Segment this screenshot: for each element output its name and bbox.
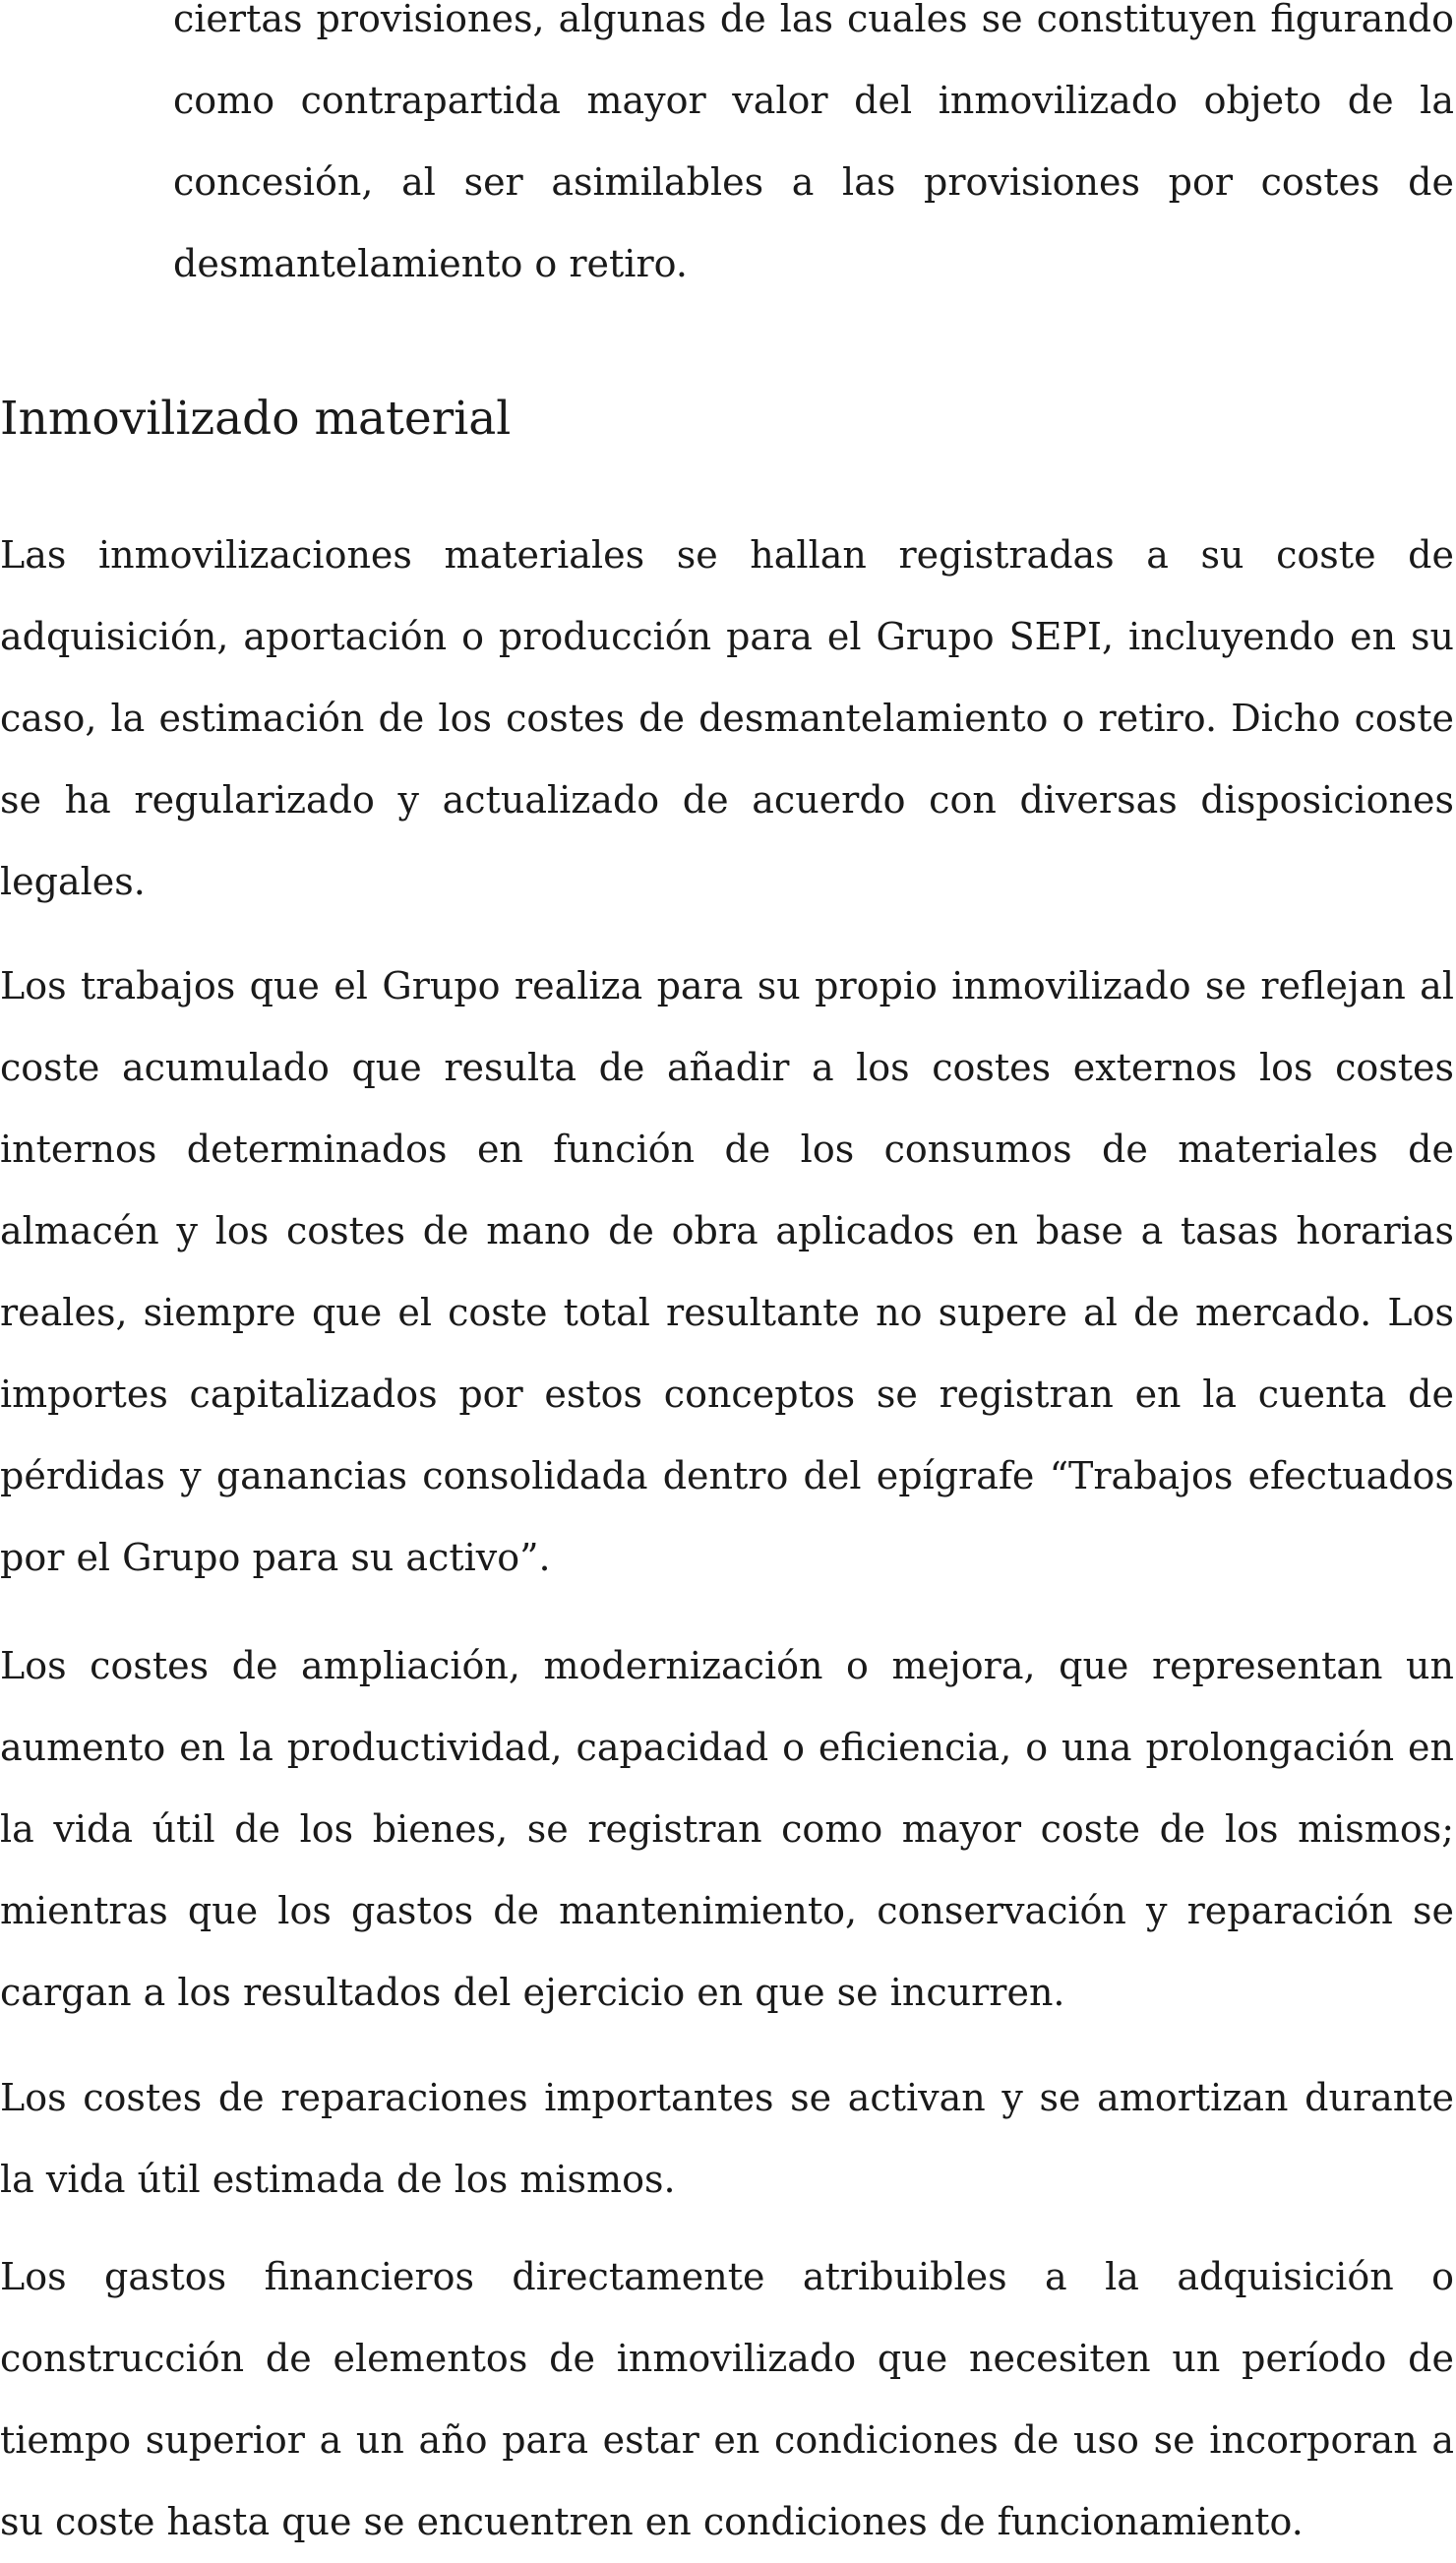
paragraph-major-repairs: Los costes de reparaciones importantes se activan y se amortizan durante la vida útil estimada de los mismos.	[0, 2076, 1454, 2201]
paragraph-own-work: Los trabajos que el Grupo realiza para su propio inmovilizado se reflejan al coste acumulado que resulta de añadir a los costes externos los costes internos determinados en función de los consumos de materiales de almacén y los costes de mano de obra aplicados en base a tasas horarias reales, siempre que el coste total resultante no supere al de mercado. Los importes capitalizados por estos conceptos se registran en la cuenta de pérdidas y ganancias consolidada dentro del epígrafe “Trabajos efectuados por el Grupo para su activo”.	[0, 964, 1454, 1579]
paragraph-improvement-costs: Los costes de ampliación, modernización o mejora, que representan un aumento en la productividad, capacidad o eficiencia, o una prolongación en la vida útil de los bienes, se registran como mayor coste de los mismos; mientras que los gastos de mantenimiento, conservación y reparación se cargan a los resultados del ejercicio en que se incurren.	[0, 1644, 1454, 2014]
section-heading: Inmovilizado material	[0, 392, 512, 446]
intro-continuation-paragraph: ciertas provisiones, algunas de las cuales se constituyen figurando como contrapartida mayor valor del inmovilizado objeto de la concesión, al ser asimilables a las provisiones por costes de desmantelamiento o retiro.	[173, 0, 1454, 285]
paragraph-acquisition-cost: Las inmovilizaciones materiales se hallan registradas a su coste de adquisición, aportación o producción para el Grupo SEPI, incluyendo en su caso, la estimación de los costes de desmantelamiento o retiro. Dicho coste se ha regularizado y actualizado de acuerdo con diversas disposiciones legales.	[0, 533, 1454, 903]
paragraph-financial-expenses: Los gastos financieros directamente atribuibles a la adquisición o construcción de elementos de inmovilizado que necesiten un período de tiempo superior a un año para estar en condiciones de uso se incorporan a su coste hasta que se encuentren en condiciones de funcionamiento.	[0, 2255, 1454, 2543]
